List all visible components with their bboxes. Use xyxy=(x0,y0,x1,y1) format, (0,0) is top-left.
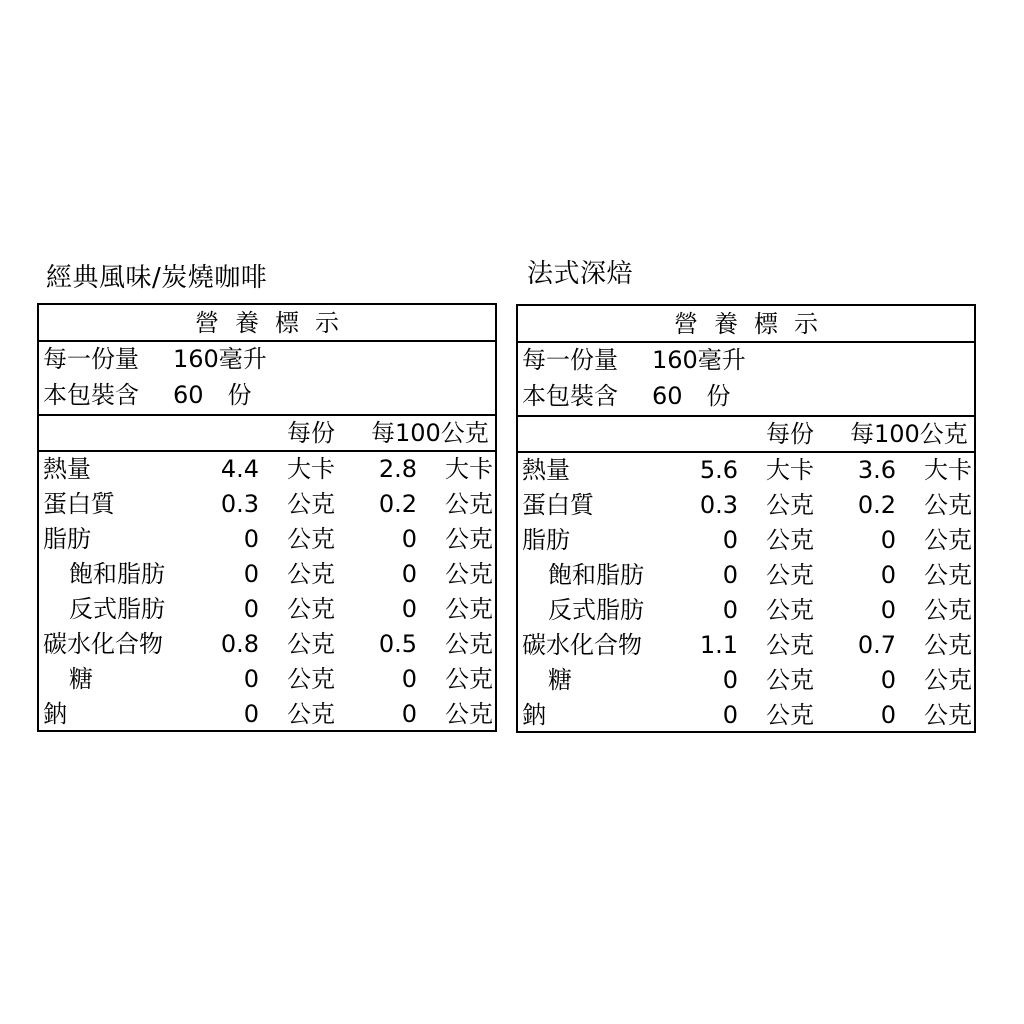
nutrient-label: 鈉 xyxy=(43,700,67,728)
per-100-unit: 公克 xyxy=(445,525,493,553)
table-row xyxy=(39,592,495,627)
column-header-per-100: 每100公克 xyxy=(850,420,968,448)
per-100-value: 0 xyxy=(401,700,417,728)
table-row xyxy=(518,628,974,663)
per-100-unit: 公克 xyxy=(924,561,972,589)
per-100-unit: 大卡 xyxy=(924,456,972,484)
per-100-value: 0.2 xyxy=(857,491,896,519)
per-serving-unit: 公克 xyxy=(287,630,335,658)
servings-row xyxy=(518,379,974,414)
per-serving-unit: 公克 xyxy=(287,525,335,553)
serving-size-row xyxy=(518,343,974,378)
per-serving-value: 0 xyxy=(243,595,259,623)
nutrient-label: 碳水化合物 xyxy=(522,631,642,659)
per-100-value: 0 xyxy=(880,666,896,694)
servings-value: 60 份 xyxy=(652,382,731,410)
per-100-value: 0 xyxy=(401,560,417,588)
per-serving-value: 0.3 xyxy=(220,490,259,518)
per-100-unit: 公克 xyxy=(445,700,493,728)
per-serving-value: 0 xyxy=(243,700,259,728)
per-100-unit: 公克 xyxy=(445,490,493,518)
table-row xyxy=(518,663,974,698)
table-row xyxy=(518,523,974,558)
nutrient-label: 糖 xyxy=(548,666,572,694)
nutrition-facts-table xyxy=(37,303,497,732)
per-serving-unit: 大卡 xyxy=(287,455,335,483)
column-header-per-serving: 每份 xyxy=(766,420,814,448)
table-row xyxy=(39,487,495,522)
per-serving-unit: 公克 xyxy=(287,490,335,518)
per-serving-unit: 公克 xyxy=(766,631,814,659)
nutrient-label: 反式脂肪 xyxy=(69,595,165,623)
serving-size-label: 每一份量 xyxy=(522,346,618,374)
per-serving-value: 0.3 xyxy=(699,491,738,519)
per-serving-value: 0 xyxy=(722,666,738,694)
per-100-value: 0.5 xyxy=(378,630,417,658)
per-serving-value: 0 xyxy=(722,561,738,589)
servings-value: 60 份 xyxy=(173,381,252,409)
per-100-unit: 公克 xyxy=(924,526,972,554)
serving-size-label: 每一份量 xyxy=(43,345,139,373)
table-row xyxy=(39,697,495,732)
servings-label: 本包裝含 xyxy=(43,381,139,409)
nutrient-label: 熱量 xyxy=(522,456,570,484)
per-serving-unit: 公克 xyxy=(766,596,814,624)
serving-size-row xyxy=(39,342,495,377)
per-serving-value: 0 xyxy=(722,701,738,729)
table-row xyxy=(518,698,974,733)
column-header-per-100: 每100公克 xyxy=(371,419,489,447)
servings-label: 本包裝含 xyxy=(522,382,618,410)
table-heading: 營養標示 xyxy=(195,309,355,337)
product-title: 經典風味/炭燒咖啡 xyxy=(46,263,268,293)
nutrient-label: 糖 xyxy=(69,665,93,693)
per-100-value: 0.2 xyxy=(378,490,417,518)
nutrient-label: 熱量 xyxy=(43,455,91,483)
per-serving-value: 0 xyxy=(243,560,259,588)
nutrient-label: 蛋白質 xyxy=(43,490,115,518)
nutrition-facts-table xyxy=(516,304,976,733)
per-serving-value: 0 xyxy=(722,596,738,624)
per-100-value: 0 xyxy=(880,561,896,589)
table-row xyxy=(518,488,974,523)
per-serving-unit: 公克 xyxy=(287,700,335,728)
table-row xyxy=(518,593,974,628)
per-100-unit: 公克 xyxy=(445,560,493,588)
table-row xyxy=(39,662,495,697)
per-serving-unit: 公克 xyxy=(766,561,814,589)
per-serving-value: 0 xyxy=(243,525,259,553)
per-serving-value: 0 xyxy=(243,665,259,693)
nutrient-label: 反式脂肪 xyxy=(548,596,644,624)
per-serving-unit: 公克 xyxy=(766,701,814,729)
per-100-unit: 公克 xyxy=(445,665,493,693)
per-serving-value: 0.8 xyxy=(220,630,259,658)
product-title: 法式深焙 xyxy=(527,259,634,289)
servings-row xyxy=(39,378,495,413)
nutrient-label: 蛋白質 xyxy=(522,491,594,519)
per-serving-value: 1.1 xyxy=(699,631,738,659)
table-row xyxy=(39,627,495,662)
per-100-unit: 公克 xyxy=(924,631,972,659)
table-heading: 營養標示 xyxy=(674,310,834,338)
table-row xyxy=(518,453,974,488)
per-100-value: 0 xyxy=(880,526,896,554)
per-100-unit: 公克 xyxy=(445,595,493,623)
per-serving-unit: 公克 xyxy=(766,666,814,694)
serving-size-value: 160毫升 xyxy=(173,345,267,373)
per-serving-value: 0 xyxy=(722,526,738,554)
table-row xyxy=(39,522,495,557)
table-row xyxy=(518,558,974,593)
per-100-value: 0.7 xyxy=(857,631,896,659)
per-100-value: 2.8 xyxy=(378,455,417,483)
per-serving-unit: 公克 xyxy=(766,526,814,554)
per-100-unit: 公克 xyxy=(924,596,972,624)
per-100-value: 3.6 xyxy=(857,456,896,484)
nutrient-label: 脂肪 xyxy=(43,525,91,553)
per-100-unit: 大卡 xyxy=(445,455,493,483)
nutrient-label: 碳水化合物 xyxy=(43,630,163,658)
per-serving-unit: 公克 xyxy=(287,595,335,623)
nutrient-label: 脂肪 xyxy=(522,526,570,554)
per-100-unit: 公克 xyxy=(924,491,972,519)
per-100-value: 0 xyxy=(401,665,417,693)
table-row xyxy=(39,452,495,487)
column-header-row xyxy=(39,416,495,451)
column-header-per-serving: 每份 xyxy=(287,419,335,447)
nutrient-label: 飽和脂肪 xyxy=(548,561,644,589)
per-100-unit: 公克 xyxy=(445,630,493,658)
per-serving-unit: 大卡 xyxy=(766,456,814,484)
serving-size-value: 160毫升 xyxy=(652,346,746,374)
per-100-unit: 公克 xyxy=(924,666,972,694)
table-row xyxy=(39,557,495,592)
per-serving-unit: 公克 xyxy=(287,665,335,693)
per-serving-unit: 公克 xyxy=(766,491,814,519)
per-serving-value: 5.6 xyxy=(699,456,738,484)
table-heading-row xyxy=(39,306,495,341)
column-header-row xyxy=(518,417,974,452)
per-serving-unit: 公克 xyxy=(287,560,335,588)
table-heading-row xyxy=(518,307,974,342)
nutrient-label: 飽和脂肪 xyxy=(69,560,165,588)
per-100-value: 0 xyxy=(401,525,417,553)
per-100-value: 0 xyxy=(880,701,896,729)
per-serving-value: 4.4 xyxy=(220,455,259,483)
per-100-value: 0 xyxy=(401,595,417,623)
per-100-unit: 公克 xyxy=(924,701,972,729)
nutrient-label: 鈉 xyxy=(522,701,546,729)
per-100-value: 0 xyxy=(880,596,896,624)
